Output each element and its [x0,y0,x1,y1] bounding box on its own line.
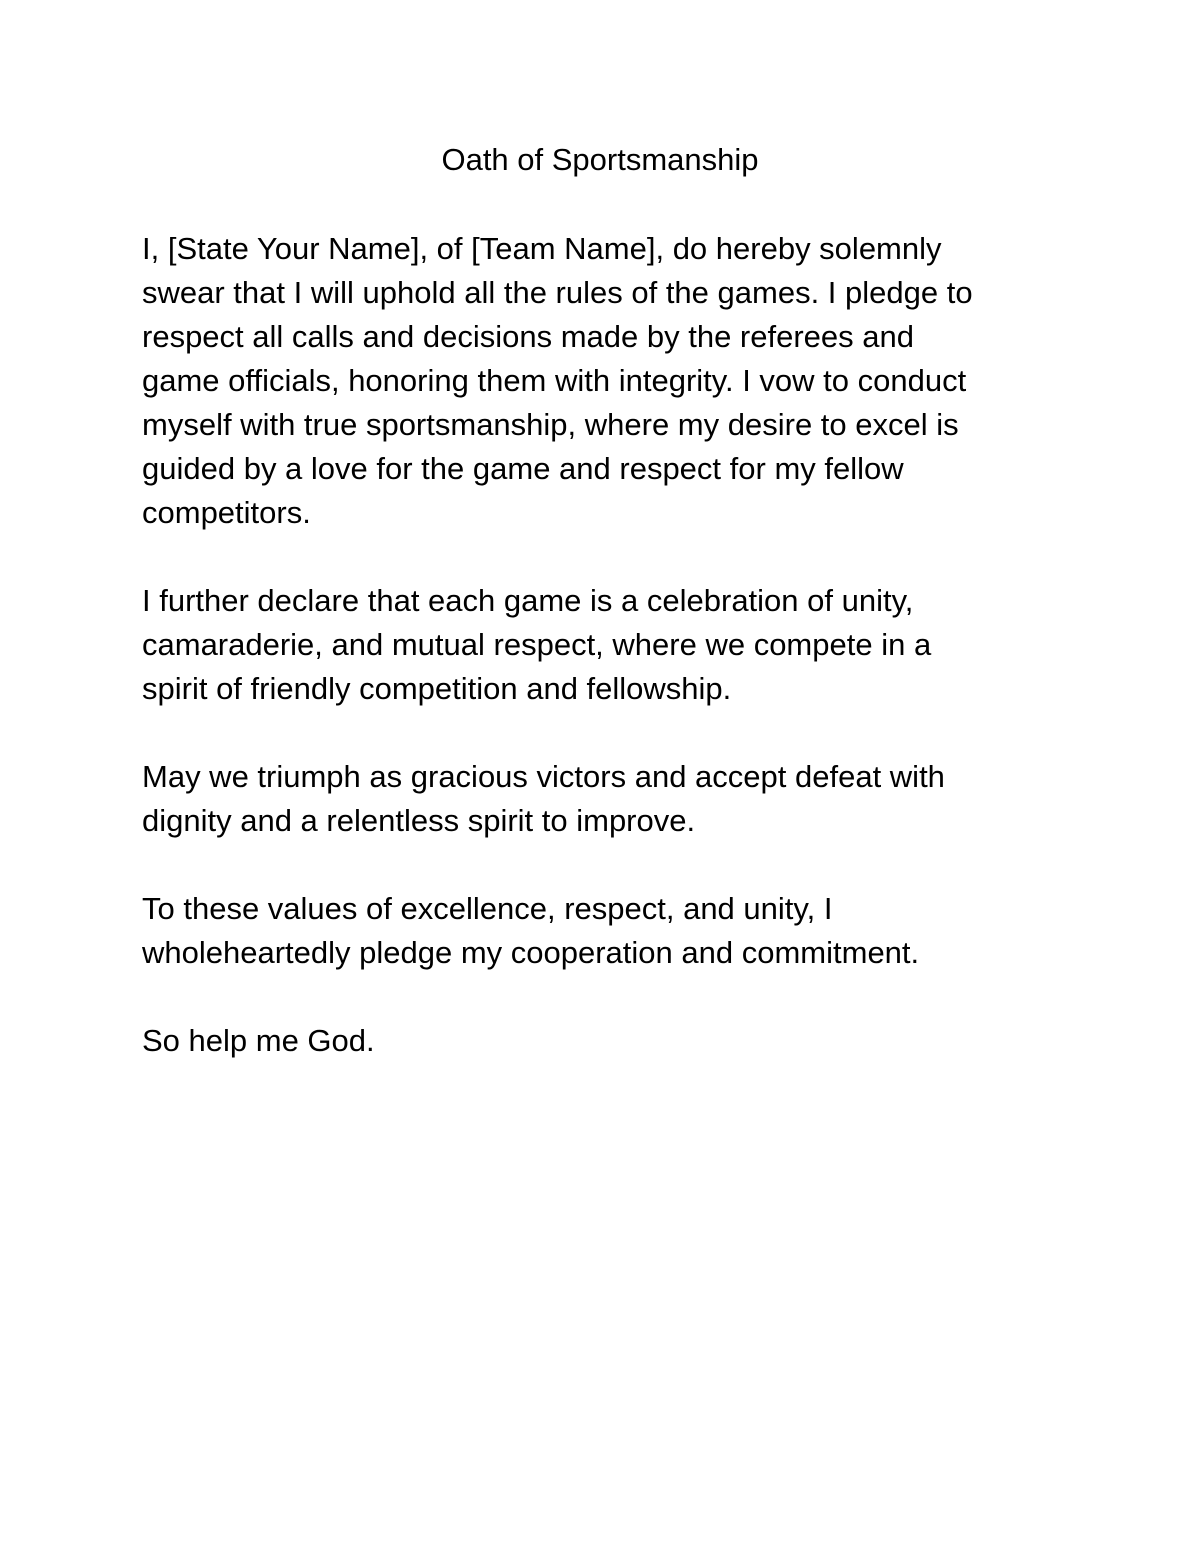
text-line: dignity and a relentless spirit to improve. [142,803,696,838]
oath-paragraph [142,227,1052,535]
text-line: myself with true sportsmanship, where my desire to excel is [142,407,959,442]
closing-paragraph [142,1019,1052,1063]
text-line: guided by a love for the game and respect for my fellow [142,451,904,486]
text-line: swear that I will uphold all the rules of the games. I pledge to [142,275,973,310]
text-line: I further declare that each game is a celebration of unity, [142,583,914,618]
document-body [142,227,1052,1107]
text-line: wholeheartedly pledge my cooperation and commitment. [142,935,920,970]
document-title: Oath of Sportsmanship [441,142,759,177]
text-line: spirit of friendly competition and fellowship. [142,671,732,706]
triumph-paragraph [142,755,1052,843]
text-line: game officials, honoring them with integrity. I vow to conduct [142,363,967,398]
text-line: So help me God. [142,1023,375,1058]
text-line: To these values of excellence, respect, and unity, I [142,891,833,926]
text-line: competitors. [142,495,311,530]
pledge-paragraph [142,887,1052,975]
declaration-paragraph [142,579,1052,711]
text-line: camaraderie, and mutual respect, where we compete in a [142,627,932,662]
text-line: I, [State Your Name], of [Team Name], do hereby solemnly [142,231,942,266]
text-line: May we triumph as gracious victors and accept defeat with [142,759,945,794]
text-line: respect all calls and decisions made by the referees and [142,319,914,354]
